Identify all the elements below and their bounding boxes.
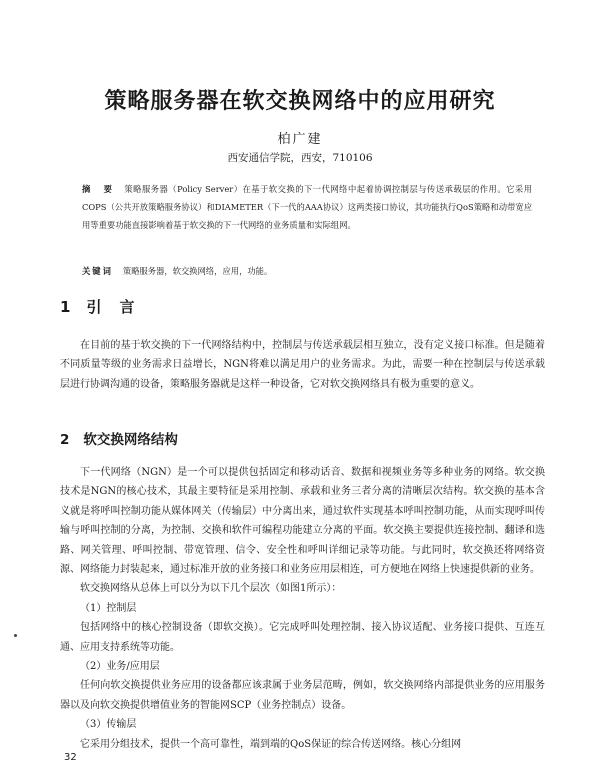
- section-2-paragraph: 软交换网络从总体上可以分为以下几个层次（如图1所示）：: [80, 583, 342, 595]
- section-1-heading: [60, 296, 152, 317]
- section-2-number: 2: [60, 432, 70, 448]
- keywords-label: 关键词: [82, 266, 113, 276]
- section-2-title: 软交换网络结构: [83, 432, 178, 448]
- author-name: 柏广建: [277, 132, 323, 147]
- layer-text: 包括网络中的核心控制设备（即软交换）。它完成呼叫处理控制、接入协议适配、业务接口提供、互连互通、应用支持系统等功能。: [60, 622, 545, 653]
- abstract-label: 摘 要: [82, 184, 115, 194]
- page-number: 32: [64, 752, 77, 763]
- layer-heading: （3）传输层: [80, 719, 137, 731]
- section-2-paragraph: 下一代网络（NGN）是一个可以提供包括固定和移动话音、数据和视频业务等多种业务的网络。软交换技术是NGN的核心技术，其最主要特征是采用控制、承载和业务三者分离的清晰层次结构。软交换的基本含义就是将呼叫控制功能从媒体网关（传输层）中分离出来，通过软件实现基本呼叫控制功能，从而实现呼叫传输与呼叫控制的分离，为控制、交换和软件可编程功能建立分离的平面。软交换主要提供连接控制、翻译和选路、网关管理、呼叫控制、带宽管理、信令、安全性和呼叫详细记录等功能。与此同时，软交换还将网络资源、网络能力封装起来，通过标准开放的业务接口和业务应用层相连，可方便地在网络上快速提供新的业务。: [60, 467, 545, 576]
- abstract-text: 策略服务器（Policy Server）在基于软交换的下一代网络中起着协调控制层与传送承载层的作用。它采用COPS（公共开放策略服务协议）和DIAMETER（下一代的AAA协议）这两类接口协议，其功能执行QoS策略和动带宽应用等重要功能直接影响着基于软交换的下一代网络的业务质量和实际组网。: [82, 184, 532, 230]
- layer-text: 它采用分组技术，提供一个高可靠性，端到端的QoS保证的综合传送网络。核心分组网: [80, 738, 462, 750]
- layer-heading: （2）业务/应用层: [80, 661, 160, 673]
- keywords-text: 策略服务器，软交换网络，应用，功能。: [122, 266, 273, 276]
- layer-text: 任何向软交换提供业务应用的设备都应该隶属于业务层范畴，例如，软交换网络内部提供业务的应用服务器以及向软交换提供增值业务的智能网SCP（业务控制点）设备。: [60, 680, 545, 711]
- section-2-heading: [60, 428, 178, 448]
- author-affiliation: 西安通信学院，西安，710106: [227, 152, 373, 164]
- section-1-title: 引言: [86, 298, 153, 316]
- section-1-number: 1: [60, 298, 71, 316]
- margin-dot: [14, 634, 17, 637]
- layer-heading: （1）控制层: [80, 602, 137, 614]
- section-2-body: [60, 463, 545, 754]
- paper-title: 策略服务器在软交换网络中的应用研究: [104, 89, 496, 114]
- keywords: [82, 263, 532, 279]
- section-1-body: [60, 336, 545, 394]
- abstract: [82, 180, 532, 234]
- section-1-paragraph: 在目前的基于软交换的下一代网络结构中，控制层与传送承载层相互独立，没有定义接口标准。但是随着不同质量等级的业务需求日益增长，NGN将难以满足用户的业务需求。为此，需要一种在控制层与传送承载层进行协调沟通的设备，策略服务器就是这样一种设备，它对软交换网络具有极为重要的意义。: [60, 340, 545, 390]
